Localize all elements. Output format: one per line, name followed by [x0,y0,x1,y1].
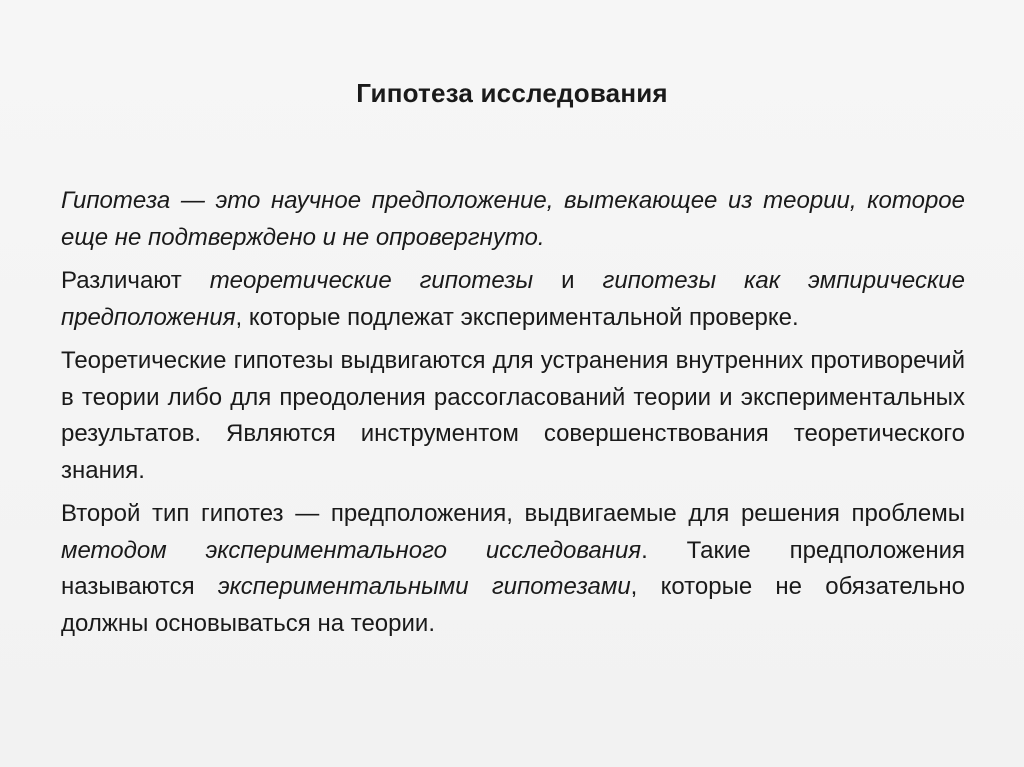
paragraph-second-type [61,496,965,642]
definition-text: Гипотеза — это научное предположение, вытекающее из теории, которое еще не подтверждено и не опровергнуто. [61,187,965,251]
paragraph-theoretical [61,343,965,489]
types-text-3: , которые подлежат экспериментальной проверке. [235,303,799,331]
paragraph-types [61,263,965,336]
second-type-text-2: . Такие предположения называются [61,536,965,600]
second-type-text-1: Второй тип гипотез — предположения, выдвигаемые для решения проблемы [61,500,965,527]
types-empirical: гипотезы как эмпирические предположения [61,267,965,331]
second-type-method: методом экспериментального исследования [61,536,642,564]
slide-body [61,183,965,642]
second-type-text-3: , которые не обязательно должны основываться на теории. [61,573,965,637]
types-theoretical: теоретические гипотезы [209,267,534,294]
second-type-experimental: экспериментальными гипотезами [217,573,631,600]
theoretical-text: Теоретические гипотезы выдвигаются для устранения внутренних противоречий в теории либо для преодоления рассогласований теории и экспериментальных результатов. Являются инструментом совершенствования теоретического знания. [61,347,965,484]
paragraph-definition [61,183,965,256]
slide-title: Гипотеза исследования [356,78,668,108]
types-text-2: и [533,267,603,294]
types-text-1: Различают [61,267,210,294]
